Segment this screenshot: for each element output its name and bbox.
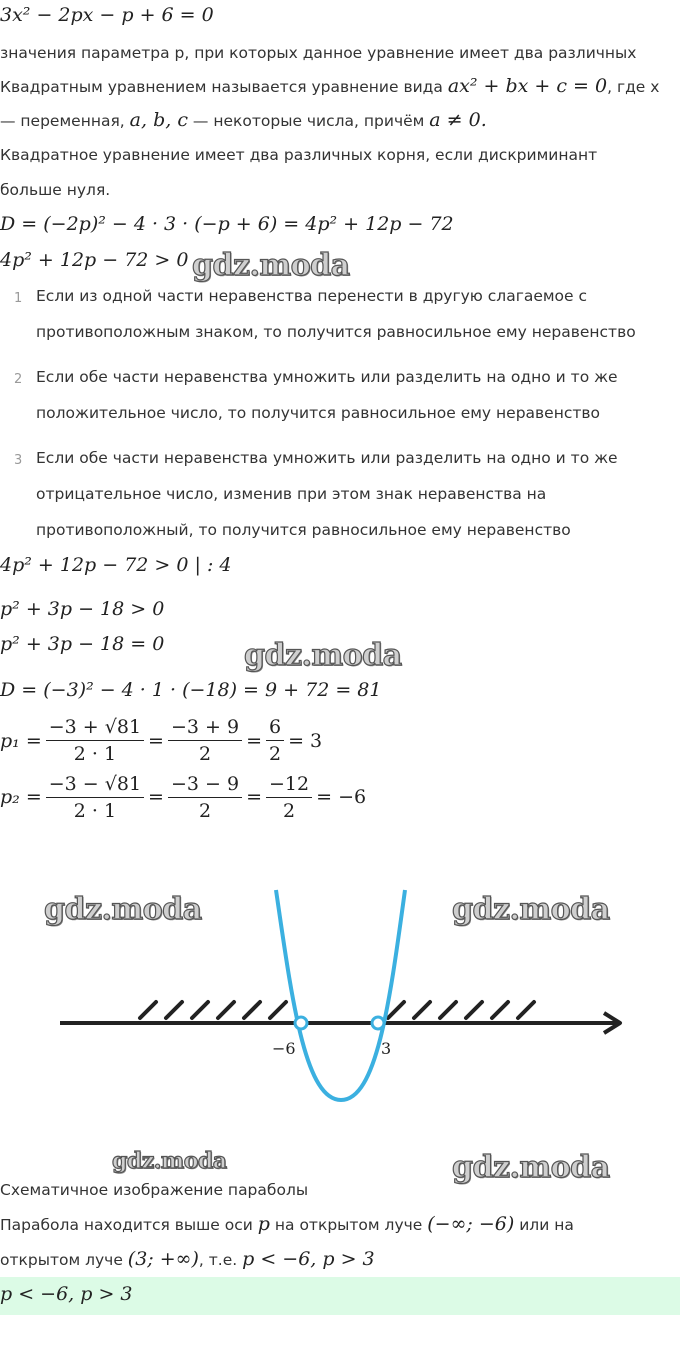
rule-number: 3 — [14, 453, 23, 468]
hatching-right — [388, 1002, 534, 1018]
denominator: 2 · 1 — [73, 743, 117, 765]
hatch-mark — [244, 1002, 260, 1018]
watermark: gdz.moda — [44, 892, 202, 927]
denominator: 2 — [198, 743, 212, 765]
root-point-left — [295, 1017, 307, 1029]
rule-1-line-1: Если из одной части неравенства перенести в другую слагаемое с — [36, 287, 588, 305]
interval-left: (−∞; −6) — [427, 1213, 515, 1235]
definition-line-2 — [0, 109, 487, 131]
fraction — [46, 716, 144, 765]
conclusion-result: p < −6, p > 3 — [242, 1248, 375, 1270]
hatch-mark — [218, 1002, 234, 1018]
hatch-mark — [388, 1002, 404, 1018]
conclusion-mid: на открытом луче — [274, 1216, 423, 1234]
numerator: −3 + √81 — [46, 716, 144, 741]
given-equation: 3x² − 2px − p + 6 = 0 — [0, 4, 214, 26]
hatch-mark — [140, 1002, 156, 1018]
hatch-mark — [492, 1002, 508, 1018]
hatch-mark — [518, 1002, 534, 1018]
a-not-zero: a ≠ 0. — [429, 109, 487, 131]
watermark: gdz.moda — [244, 638, 402, 673]
definition-prefix: Квадратным уравнением называется уравнение вида — [0, 78, 443, 96]
hatch-mark — [466, 1002, 482, 1018]
numerator: −3 − 9 — [168, 773, 242, 798]
definition-line2-mid: — некоторые числа, причём — [192, 112, 425, 130]
reduced-equation: p² + 3p − 18 = 0 — [0, 633, 165, 655]
hatch-mark — [440, 1002, 456, 1018]
conclusion-line2-mid: , т.е. — [198, 1251, 238, 1269]
hatch-mark — [414, 1002, 430, 1018]
conclusion-line-2 — [0, 1248, 375, 1270]
hatch-mark — [270, 1002, 286, 1018]
divide-step: 4p² + 12p − 72 > 0 | : 4 — [0, 554, 232, 576]
numerator: −3 + 9 — [168, 716, 242, 741]
denominator: 2 · 1 — [73, 799, 117, 822]
conclusion-suffix: или на — [519, 1216, 574, 1234]
rule-2-line-2: положительное число, то получится равносильное ему неравенство — [36, 404, 601, 422]
fraction — [168, 716, 242, 765]
fraction — [46, 773, 144, 822]
root-p1: p₁ = $\frac{-3 + √81}{2 \cdot 1}$ = $\frac{-3 + 9}{2}$ = $\frac{6}{2}$ = 3 — [0, 716, 323, 765]
rule-1-line-2: противоположным знаком, то получится равносильное ему неравенство — [36, 323, 636, 341]
parabola-curve — [276, 890, 405, 1100]
rule-number: 1 — [14, 291, 23, 306]
quadratic-form: ax² + bx + c = 0 — [447, 75, 608, 97]
definition-suffix: , где x — [607, 78, 660, 96]
definition-line-1 — [0, 75, 659, 97]
hatch-mark — [166, 1002, 182, 1018]
rule-2-line-1: Если обе части неравенства умножить или разделить на одно и то же — [36, 368, 618, 386]
rule-3-line-3: противоположный, то получится равносильное ему неравенство — [36, 521, 571, 539]
p1-result: = 3 — [288, 729, 323, 752]
task-text: значения параметра p, при которых данное уравнение имеет два различных — [0, 44, 637, 62]
discriminant-rule-line-1: Квадратное уравнение имеет два различных корня, если дискриминант — [0, 146, 598, 164]
watermark: gdz.moda — [192, 248, 350, 283]
denominator: 2 — [269, 743, 282, 765]
rule-3-line-2: отрицательное число, изменив при этом знак неравенства на — [36, 485, 547, 503]
conclusion-prefix: Парабола находится выше оси — [0, 1216, 253, 1234]
final-answer: p < −6, p > 3 — [0, 1283, 133, 1305]
numerator: −12 — [266, 773, 312, 798]
fraction — [168, 773, 242, 822]
discriminant-formula: D = (−2p)² − 4 · 3 · (−p + 6) = 4p² + 12p − 72 — [0, 213, 454, 235]
discriminant-rule-line-2: больше нуля. — [0, 181, 111, 199]
p2-label: p₂ = — [0, 786, 42, 808]
right-root-label: 3 — [381, 1039, 392, 1058]
watermark: gdz.moda — [452, 1150, 610, 1185]
rule-3-line-1: Если обе части неравенства умножить или разделить на одно и то же — [36, 449, 618, 467]
numerator: −3 − √81 — [46, 773, 144, 798]
conclusion-line2-prefix: открытом луче — [0, 1251, 123, 1269]
hatch-mark — [192, 1002, 208, 1018]
axis-variable: p — [257, 1213, 270, 1235]
root-point-right — [372, 1017, 384, 1029]
p1-label: p₁ = — [0, 729, 42, 752]
hatching-left — [140, 1002, 286, 1018]
reduced-discriminant: D = (−3)² − 4 · 1 · (−18) = 9 + 72 = 81 — [0, 679, 382, 701]
numerator: 6 — [266, 716, 284, 741]
reduced-inequality: p² + 3p − 18 > 0 — [0, 598, 165, 620]
denominator: 2 — [283, 799, 296, 822]
denominator: 2 — [198, 799, 212, 822]
watermark: gdz.moda — [112, 1148, 227, 1174]
rule-number: 2 — [14, 372, 23, 387]
fraction — [266, 716, 284, 765]
p2-result: = −6 — [316, 786, 367, 808]
interval-right: (3; +∞) — [127, 1248, 199, 1270]
graph-caption: Схематичное изображение параболы — [0, 1181, 309, 1199]
fraction — [266, 773, 312, 822]
coefficients: a, b, c — [129, 109, 188, 131]
definition-line2-prefix: — переменная, — [0, 112, 125, 130]
watermark: gdz.moda — [452, 892, 610, 927]
root-p2: p₂ = $\frac{-3 - √81}{2 \cdot 1}$ = $\frac{-3 - 9}{2}$ = $\frac{-12}{2}$ = −6 — [0, 772, 367, 822]
left-root-label: −6 — [272, 1039, 296, 1058]
conclusion-line-1 — [0, 1213, 574, 1235]
inequality: 4p² + 12p − 72 > 0 — [0, 249, 189, 271]
